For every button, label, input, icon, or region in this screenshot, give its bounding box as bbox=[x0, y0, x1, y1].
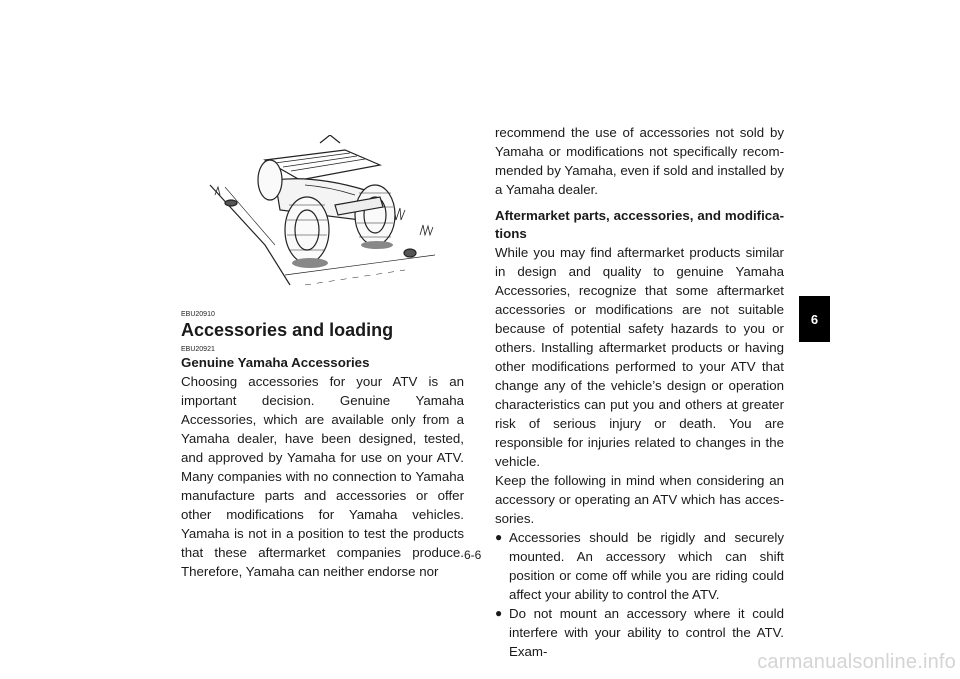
page-number: 6-6 bbox=[464, 548, 482, 562]
aftermarket-heading: Aftermarket parts, accessories, and modifications bbox=[495, 208, 784, 241]
subsection-title: Genuine Yamaha Accessories bbox=[181, 355, 370, 370]
watermark-text: carmanualsonline.info bbox=[757, 651, 956, 673]
bullet-text: Do not mount an accessory where it could interfere with your ability to control the ATV. Exam- bbox=[509, 606, 784, 659]
list-item bbox=[495, 604, 784, 661]
bullet-icon: ● bbox=[495, 530, 503, 544]
atv-illustration bbox=[205, 135, 445, 295]
section-code: EBU20910 bbox=[181, 311, 215, 318]
subsection-code: EBU20921 bbox=[181, 346, 215, 353]
aftermarket-paragraph: While you may find aftermarket products similar in design and quality to genuine Yamaha Accessories, recognize that some aftermarket accessories or modifications are not suitable because of potential safety hazards to you or others. Installing aftermarket products or having other modifications performed to your ATV that change any of the vehicle’s design or operation characteristics can put you and others at greater risk of serious injury or death. You are responsible for injuries related to changes in the vehicle. bbox=[495, 245, 784, 469]
genuine-accessories-paragraph: Choosing accessories for your ATV is an important decision. Genuine Yamaha Accessories, which are available only from a Yamaha dealer, have been designed, tested, and approved by Yamaha for use on your ATV. Many companies with no connection to Yamaha manufacture parts and accessories or offer other modifications for Yamaha vehicles. Yamaha is not in a position to test the products that these aftermarket companies produce. Therefore, Yamaha can neither endorse nor bbox=[181, 374, 464, 579]
atv-rear-view-icon bbox=[205, 135, 445, 295]
bullet-icon: ● bbox=[495, 606, 503, 620]
bullet-list bbox=[495, 528, 784, 661]
list-item bbox=[495, 528, 784, 604]
bullet-text: Accessories should be rigidly and securely mounted. An accessory which can shift position or come off while you are riding could affect your ability to control the ATV. bbox=[509, 530, 784, 602]
right-column bbox=[495, 123, 784, 661]
left-column bbox=[181, 310, 464, 581]
continued-paragraph: recommend the use of accessories not sold by Yamaha or modifications not specifically recommended by Yamaha, even if sold and installed by a Yamaha dealer. bbox=[495, 125, 784, 197]
keep-in-mind-paragraph: Keep the following in mind when considering an accessory or operating an ATV which has accessories. bbox=[495, 473, 784, 526]
chapter-tab: 6 bbox=[799, 296, 830, 342]
section-title: Accessories and loading bbox=[181, 320, 394, 340]
